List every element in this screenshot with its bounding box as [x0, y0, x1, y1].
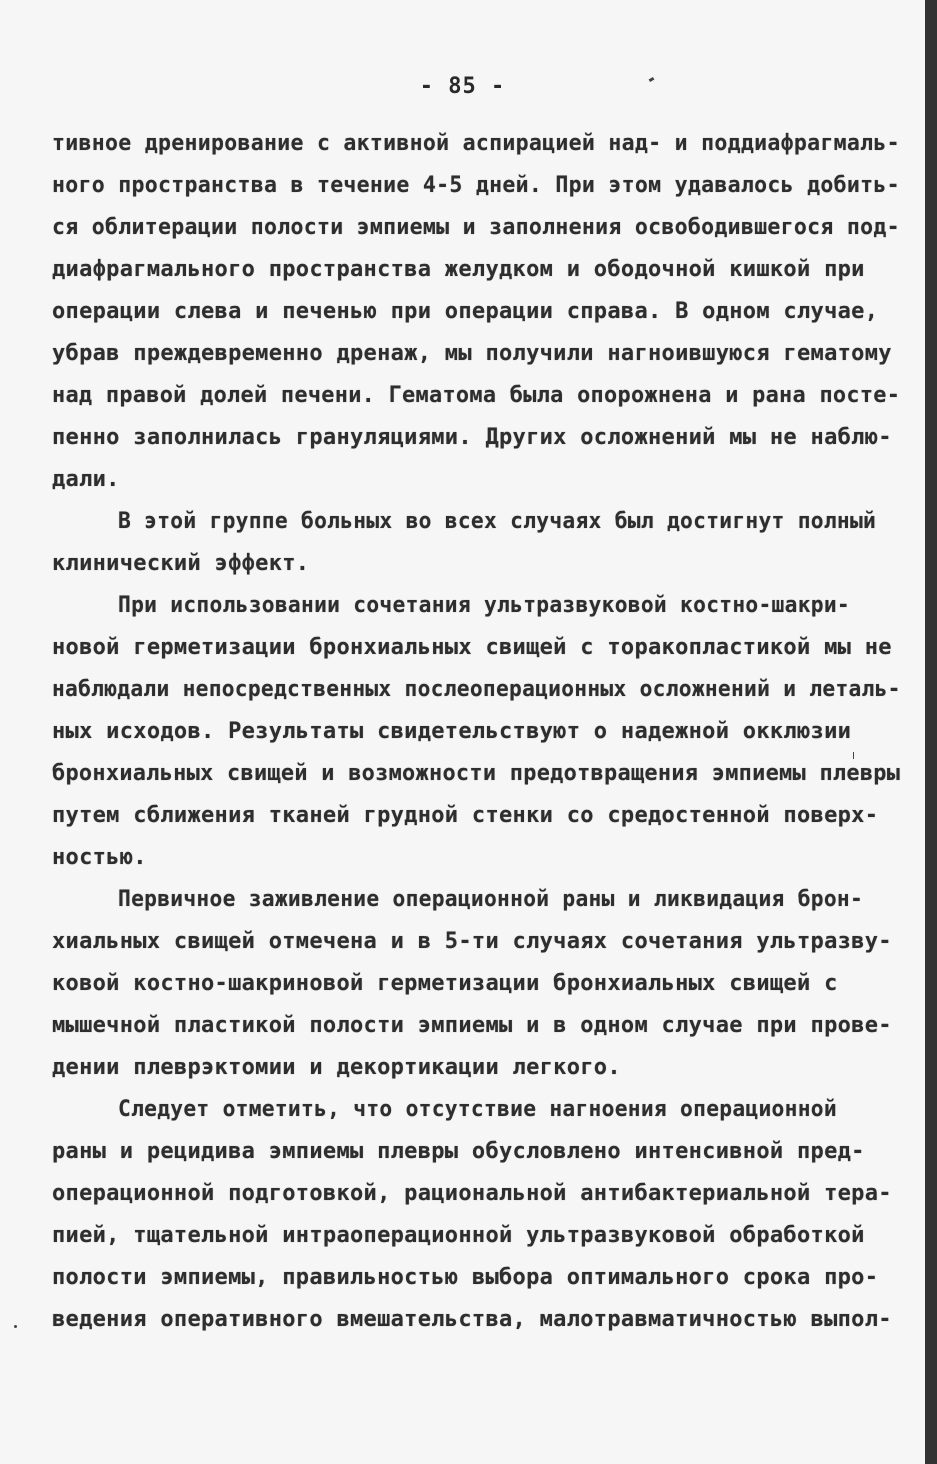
- ink-speck: [14, 1325, 17, 1328]
- text-line-11: клинический эффект.: [52, 551, 310, 576]
- page-number: - 85 -: [419, 74, 506, 99]
- text-line-12: При использовании сочетания ультразвуковой костно-шакри-: [118, 593, 850, 618]
- text-line-16: бронхиальных свищей и возможности предотвращения эмпиемы плевры: [52, 761, 901, 786]
- text-line-26: операционной подготовкой, рациональной антибактериальной тера-: [52, 1181, 892, 1206]
- text-line-18: ностью.: [52, 845, 147, 870]
- text-line-23: дении плеврэктомии и декортикации легкого.: [52, 1055, 621, 1080]
- text-line-7: над правой долей печени. Гематома была опорожнена и рана посте-: [52, 383, 901, 408]
- text-line-29: ведения оперативного вмешательства, малотравматичностью выпол-: [52, 1307, 892, 1332]
- text-line-28: полости эмпиемы, правильностью выбора оптимального срока про-: [52, 1265, 879, 1290]
- text-line-13: новой герметизации бронхиальных свищей с торакопластикой мы не: [52, 635, 892, 660]
- text-line-22: мышечной пластикой полости эмпиемы и в одном случае при прове-: [52, 1013, 892, 1038]
- scan-right-edge: [925, 0, 937, 1464]
- text-line-5: операции слева и печенью при операции справа. В одном случае,: [52, 299, 879, 324]
- text-line-27: пией, тщательной интраоперационной ультразвуковой обработкой: [52, 1223, 865, 1248]
- text-line-3: ся облитерации полости эмпиемы и заполнения освободившегося под-: [52, 215, 900, 240]
- text-line-1: тивное дренирование с активной аспирацией над- и поддиафрагмаль-: [52, 131, 900, 156]
- text-line-25: раны и рецидива эмпиемы плевры обусловлено интенсивной пред-: [52, 1139, 865, 1164]
- text-line-21: ковой костно-шакриновой герметизации бронхиальных свищей с: [52, 971, 838, 996]
- text-line-14: наблюдали непосредственных послеоперационных осложнений и леталь-: [52, 677, 901, 702]
- text-line-17: путем сближения тканей грудной стенки со средостенной поверх-: [52, 803, 879, 828]
- text-line-24: Следует отметить, что отсутствие нагноения операционной: [118, 1097, 837, 1122]
- text-line-10: В этой группе больных во всех случаях был достигнут полный: [118, 509, 877, 534]
- text-line-8: пенно заполнилась грануляциями. Других осложнений мы не наблю-: [52, 425, 892, 450]
- text-line-15: ных исходов. Результаты свидетельствуют о надежной окклюзии: [52, 719, 852, 744]
- text-line-19: Первичное заживление операционной раны и ликвидация брон-: [118, 887, 864, 912]
- text-line-9: дали.: [52, 467, 120, 492]
- text-line-4: диафрагмального пространства желудком и ободочной кишкой при: [52, 257, 865, 282]
- ink-speck: [853, 752, 854, 759]
- text-line-2: ного пространства в течение 4-5 дней. При этом удавалось добить-: [52, 173, 900, 198]
- text-line-6: убрав преждевременно дренаж, мы получили нагноившуюся гематому: [52, 341, 892, 366]
- text-line-20: хиальных свищей отмечена и в 5-ти случаях сочетания ультразву-: [52, 929, 892, 954]
